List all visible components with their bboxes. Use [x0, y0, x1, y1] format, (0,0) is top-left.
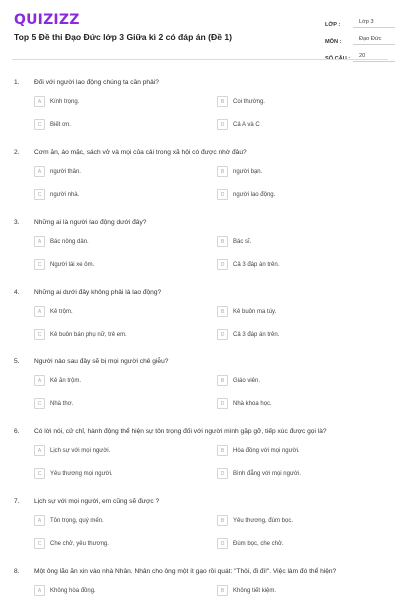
option-c[interactable]	[34, 538, 109, 549]
option-letter: C	[34, 189, 45, 200]
question-text: Một ông lão ăn xin vào nhà Nhân. Nhân cho ông một ít gạo rồi quát: "Thôi, đi đi!". Việc làm đó thể hiện?	[34, 568, 337, 575]
info-label: MÔN :	[325, 39, 342, 45]
question-number: 2.	[14, 149, 20, 156]
info-row-class	[325, 13, 395, 28]
option-text: Yêu thương, đùm bọc.	[233, 517, 293, 524]
option-text: Kẻ buôn ma túy.	[233, 308, 277, 315]
info-row-subject	[325, 30, 395, 45]
option-a[interactable]	[34, 306, 73, 317]
option-b[interactable]	[217, 96, 265, 107]
question-text: Lịch sự với mọi người, em cũng sẽ được ?	[34, 498, 160, 505]
info-value: Đạo Đức	[353, 36, 395, 45]
option-d[interactable]	[217, 329, 279, 340]
option-text: Bình đẳng với mọi người.	[233, 470, 301, 477]
question-number: 8.	[14, 568, 20, 575]
info-value: Lớp 3	[353, 19, 395, 28]
option-text: Kính trọng.	[50, 98, 80, 105]
quizizz-logo: QUIZIZZ	[14, 12, 80, 28]
question-text: Những ai là người lao động dưới đây?	[34, 219, 147, 226]
option-a[interactable]	[34, 236, 89, 247]
option-letter: A	[34, 96, 45, 107]
option-text: Che chở, yêu thương.	[50, 540, 109, 547]
option-c[interactable]	[34, 119, 71, 130]
option-c[interactable]	[34, 189, 79, 200]
option-letter: A	[34, 375, 45, 386]
question-number: 7.	[14, 498, 20, 505]
option-b[interactable]	[217, 236, 251, 247]
option-text: người thân.	[50, 168, 81, 175]
option-letter: C	[34, 259, 45, 270]
option-c[interactable]	[34, 329, 127, 340]
question-number: 5.	[14, 358, 20, 365]
option-letter: A	[34, 585, 45, 596]
option-c[interactable]	[34, 259, 94, 270]
option-letter: C	[34, 119, 45, 130]
option-text: Kẻ trộm.	[50, 308, 73, 315]
info-label: LỚP :	[325, 22, 341, 28]
option-text: Đùm bọc, che chở.	[233, 540, 284, 547]
option-b[interactable]	[217, 515, 293, 526]
option-a[interactable]	[34, 96, 79, 107]
option-text: Giáo viên.	[233, 377, 261, 384]
option-b[interactable]	[217, 375, 260, 386]
option-letter: D	[217, 189, 228, 200]
option-d[interactable]	[217, 119, 260, 130]
option-c[interactable]	[34, 468, 113, 479]
option-letter: A	[34, 515, 45, 526]
option-b[interactable]	[217, 445, 300, 456]
question-number: 1.	[14, 79, 20, 86]
option-letter: D	[217, 259, 228, 270]
page-title: Top 5 Đề thi Đạo Đức lớp 3 Giữa kì 2 có đáp án (Đề 1)	[14, 32, 233, 42]
option-letter: C	[34, 398, 45, 409]
option-letter: B	[217, 515, 228, 526]
option-letter: C	[34, 538, 45, 549]
option-b[interactable]	[217, 585, 276, 596]
option-letter: D	[217, 468, 228, 479]
option-text: Yêu thương mọi người.	[50, 470, 113, 477]
option-d[interactable]	[217, 468, 301, 479]
option-text: Coi thường.	[233, 98, 265, 105]
option-d[interactable]	[217, 189, 275, 200]
question-text: Người nào sau đây sẽ bị mọi người chê giễu?	[34, 358, 169, 365]
option-d[interactable]	[217, 398, 272, 409]
option-text: người nhà.	[50, 191, 80, 198]
option-a[interactable]	[34, 375, 81, 386]
question-number: 6.	[14, 428, 20, 435]
info-label: SỐ CÂU :	[325, 56, 351, 62]
option-text: Không tiết kiệm.	[233, 587, 277, 594]
option-text: Nhà khoa học.	[233, 400, 272, 407]
option-letter: B	[217, 445, 228, 456]
question-number: 4.	[14, 289, 20, 296]
option-text: Nhà thơ.	[50, 400, 74, 407]
option-letter: D	[217, 538, 228, 549]
info-box	[325, 13, 395, 64]
header-divider	[12, 59, 388, 60]
option-letter: B	[217, 96, 228, 107]
option-d[interactable]	[217, 538, 284, 549]
option-letter: D	[217, 119, 228, 130]
option-a[interactable]	[34, 515, 104, 526]
option-letter: C	[34, 329, 45, 340]
option-text: Hòa đồng với mọi người.	[233, 447, 300, 454]
option-letter: B	[217, 585, 228, 596]
option-text: Không hòa đồng.	[50, 587, 96, 594]
option-text: Cả 3 đáp án trên.	[233, 261, 280, 268]
option-b[interactable]	[217, 306, 276, 317]
question-text: Có lời nói, cử chỉ, hành động thể hiện sự tôn trọng đối với người mình gặp gỡ, tiếp xúc được gọi là?	[34, 428, 327, 435]
option-b[interactable]	[217, 166, 262, 177]
option-text: người lao động.	[233, 191, 276, 198]
option-text: người bạn.	[233, 168, 263, 175]
option-text: Bác nông dân.	[50, 238, 89, 245]
info-value: 20	[353, 53, 395, 62]
question-number: 3.	[14, 219, 20, 226]
option-letter: A	[34, 236, 45, 247]
option-a[interactable]	[34, 166, 81, 177]
option-letter: D	[217, 398, 228, 409]
option-text: Cả 3 đáp án trên.	[233, 331, 280, 338]
option-letter: B	[217, 306, 228, 317]
option-text: Biết ơn.	[50, 121, 71, 128]
option-text: Lịch sự với mọi người.	[50, 447, 111, 454]
option-text: Kẻ buôn bán phụ nữ, trẻ em.	[50, 331, 127, 338]
option-letter: A	[34, 166, 45, 177]
option-letter: D	[217, 329, 228, 340]
option-text: Người lái xe ôm.	[50, 261, 95, 268]
option-letter: B	[217, 236, 228, 247]
option-letter: B	[217, 166, 228, 177]
question-text: Những ai dưới đây không phải là lao động?	[34, 289, 162, 296]
option-a[interactable]	[34, 445, 110, 456]
option-d[interactable]	[217, 259, 279, 270]
option-letter: A	[34, 445, 45, 456]
option-c[interactable]	[34, 398, 73, 409]
option-text: Tôn trọng, quý mến.	[50, 517, 104, 524]
question-text: Cơm ăn, áo mặc, sách vở và mọi của cải trong xã hội có được nhờ đâu?	[34, 149, 247, 156]
option-letter: C	[34, 468, 45, 479]
option-text: Cả A và C	[233, 121, 260, 128]
option-text: Kẻ ăn trộm.	[50, 377, 82, 384]
option-a[interactable]	[34, 585, 96, 596]
option-letter: A	[34, 306, 45, 317]
question-text: Đối với người lao động chúng ta cần phải?	[34, 79, 159, 86]
option-letter: B	[217, 375, 228, 386]
option-text: Bác sĩ.	[233, 238, 252, 245]
